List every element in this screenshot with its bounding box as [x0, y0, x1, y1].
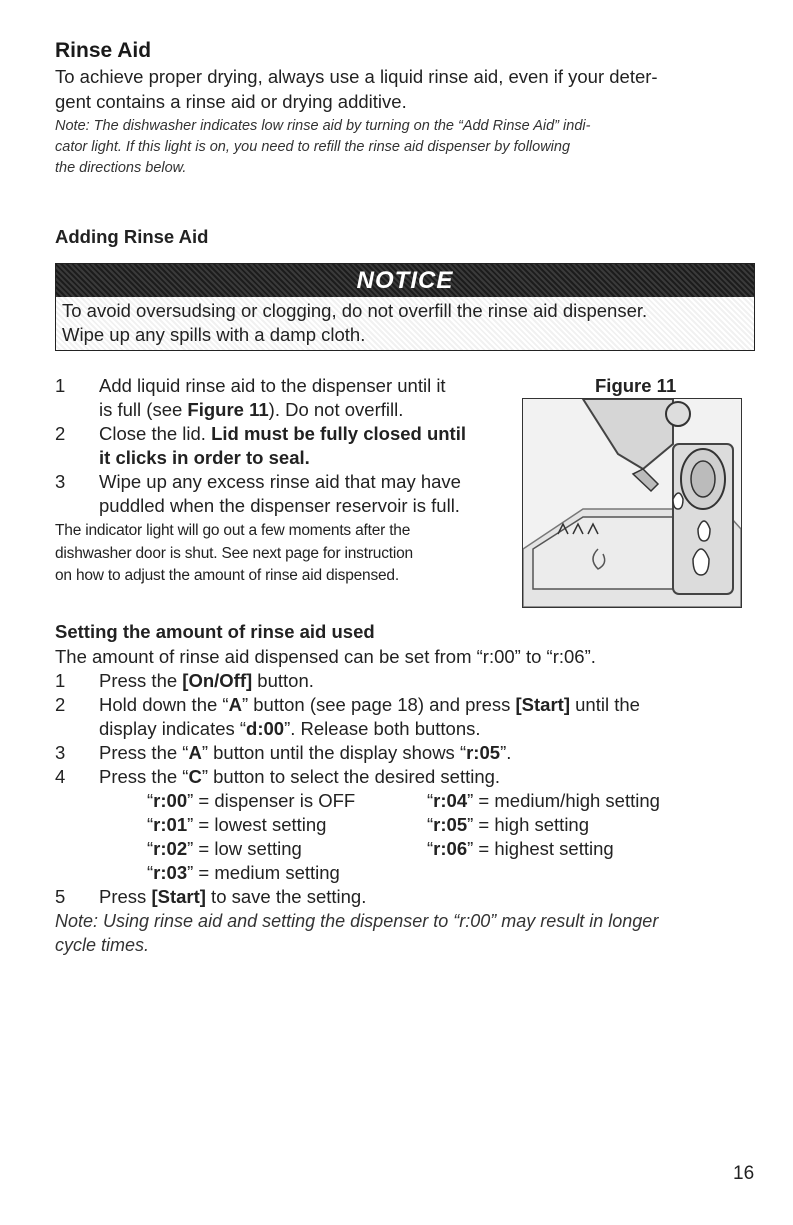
note-cycle-times: Note: Using rinse aid and setting the dispenser to “r:00” may result in longer cycle times. — [55, 911, 659, 955]
adding-rinse-aid-heading: Adding Rinse Aid — [55, 226, 209, 247]
notice-title: NOTICE — [56, 264, 754, 297]
setting-amount-section — [55, 620, 755, 957]
adding-steps — [55, 374, 525, 588]
indicator-light-text: The indicator light will go out a few moments after the dishwasher door is shut. See next page for instruction on how to adjust the amount of rinse aid dispensed. — [55, 522, 413, 584]
step-2: 2 Close the lid. Lid must be fully closed until it clicks in order to seal. — [55, 423, 467, 468]
manual-page — [55, 38, 755, 955]
rinse-aid-dispenser-illustration — [523, 399, 741, 607]
setting-step-1: 1 Press the [On/Off] button. — [55, 670, 314, 691]
intro-line-2: gent contains a rinse aid or drying additive. — [55, 91, 407, 112]
setting-r06: “r:06” = highest setting — [427, 838, 614, 859]
step-1: 1 Add liquid rinse aid to the dispenser until it is full (see Figure 11). Do not overfill. — [55, 375, 446, 420]
intro-line-1: To achieve proper drying, always use a liquid rinse aid, even if your deter- — [55, 66, 658, 87]
figure-caption: Figure 11 — [595, 375, 677, 396]
notice-body: To avoid oversudsing or clogging, do not overfill the rinse aid dispenser. Wipe up any spills with a damp cloth. — [56, 297, 754, 350]
setting-r02: “r:02” = low setting — [147, 838, 302, 859]
setting-r04: “r:04” = medium/high setting — [427, 790, 660, 811]
setting-intro: The amount of rinse aid dispensed can be set from “r:00” to “r:06”. — [55, 646, 596, 667]
settings-table — [147, 789, 755, 885]
setting-r03: “r:03” = medium setting — [147, 862, 340, 883]
notice-box — [55, 263, 755, 351]
setting-step-2: 2 Hold down the “A” button (see page 18) and press [Start] until the display indicates “d:00”. Release both buttons. — [55, 694, 640, 739]
page-number: 16 — [733, 1163, 755, 1184]
note-low-rinse-aid: Note: The dishwasher indicates low rinse aid by turning on the “Add Rinse Aid” indi- cator light. If this light is on, you need to refill the rinse aid dispenser by following the directions below. — [55, 118, 591, 176]
setting-step-4: 4 Press the “C” button to select the desired setting. — [55, 766, 501, 787]
setting-heading: Setting the amount of rinse aid used — [55, 621, 375, 642]
setting-r05: “r:05” = high setting — [427, 814, 590, 835]
step-3: 3 Wipe up any excess rinse aid that may have puddled when the dispenser reservoir is full. — [55, 471, 461, 516]
setting-step-5: 5 Press [Start] to save the setting. — [55, 886, 367, 907]
setting-r01: “r:01” = lowest setting — [147, 814, 327, 835]
setting-step-3: 3 Press the “A” button until the display shows “r:05”. — [55, 742, 512, 763]
section-title: Rinse Aid — [55, 39, 152, 62]
settings-left-column — [147, 789, 427, 885]
settings-right-column — [427, 789, 747, 885]
setting-r00: “r:00” = dispenser is OFF — [147, 790, 356, 811]
figure-11-image — [522, 398, 742, 608]
